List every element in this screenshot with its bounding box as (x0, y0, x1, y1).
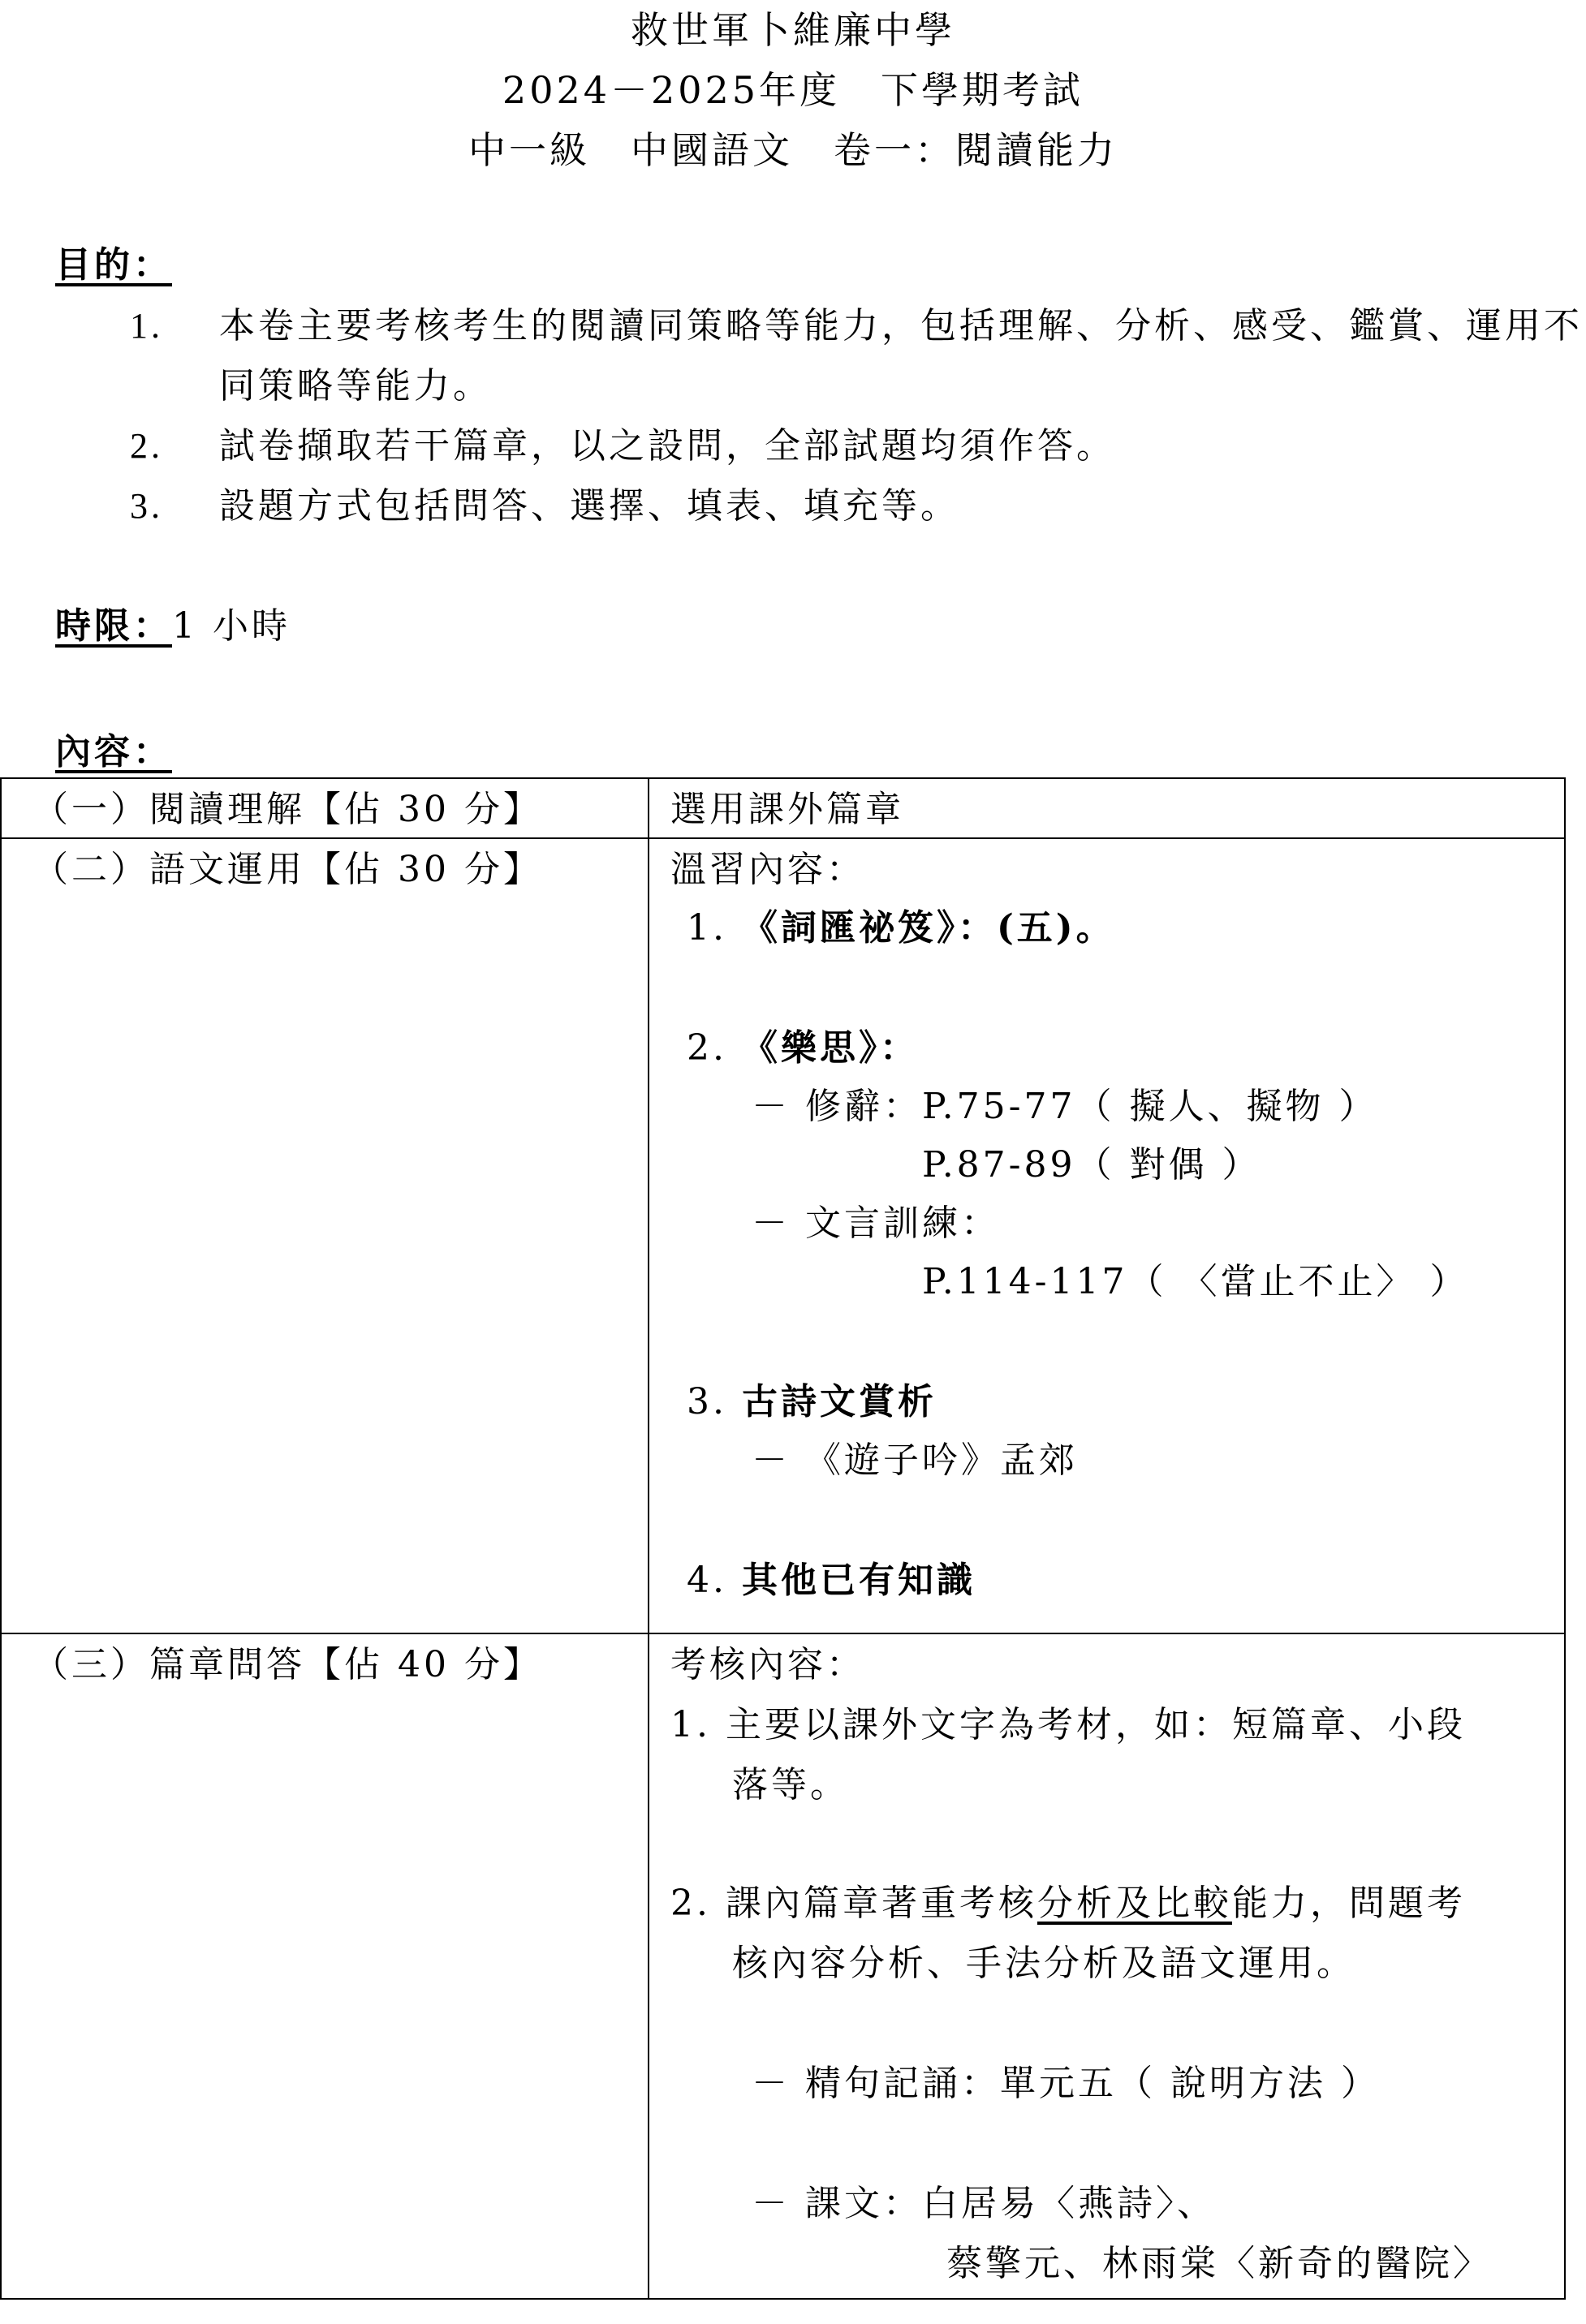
section-three-title: （三）篇章問答【佔 40 分】 (32, 1644, 542, 1685)
table-cell (1, 1633, 649, 2299)
exam-term: 2024－2025年度 下學期考試 (502, 68, 1084, 112)
content-label: 內容： (55, 731, 172, 773)
item-number: 2. (687, 1027, 727, 1069)
content-table (0, 777, 1566, 2300)
texts-line-2: 蔡擎元、林雨棠〈新奇的醫院〉 (946, 2243, 1492, 2284)
review-item-1 (670, 904, 1564, 953)
purpose-item-number: 1. (130, 306, 163, 346)
review-heading: 溫習內容： (670, 849, 865, 890)
item-title: 《樂思》： (741, 1027, 919, 1069)
purpose-item (130, 476, 1583, 536)
assess-item-2-pre: 2. 課內篇章著重考核 (670, 1883, 1037, 1924)
assess-item-2-post: 能力，問題考 (1231, 1883, 1466, 1924)
purpose-item (130, 296, 1583, 416)
purpose-item-number: 2. (130, 426, 163, 466)
purpose-item-text: 本卷主要考核考生的閱讀同策略等能力，包括理解、分析、感受、鑑賞、運用不同策略等能力。 (219, 305, 1583, 407)
section-three-content (649, 1634, 1564, 2288)
table-cell (649, 838, 1565, 1633)
time-limit-value: 1 小時 (172, 605, 291, 647)
item-number: 3. (687, 1381, 727, 1422)
purpose-list (130, 296, 1583, 536)
assess-item-2-cont: 核內容分析、手法分析及語文運用。 (732, 1943, 1355, 1984)
section-two-content (649, 839, 1564, 1605)
review-item-4 (670, 1556, 1564, 1605)
time-limit-label: 時限： (55, 605, 172, 647)
table-cell (649, 778, 1565, 838)
table-cell (1, 838, 649, 1633)
purpose-label: 目的： (55, 244, 172, 286)
review-item-2 (670, 1024, 1564, 1073)
section-one-desc: 選用課外篇章 (670, 789, 904, 830)
school-name: 救世軍卜維廉中學 (631, 8, 955, 52)
poem-line: － 《遊子吟》孟郊 (752, 1440, 1078, 1481)
review-item-3 (670, 1378, 1564, 1427)
assess-item-1-cont: 落等。 (732, 1764, 849, 1805)
rhetoric-line: － 修辭：P.75-77（ 擬人、擬物 ） (752, 1086, 1378, 1127)
table-row (1, 778, 1565, 838)
purpose-item-text: 試卷擷取若干篇章，以之設問，全部試題均須作答。 (219, 425, 1115, 467)
rhetoric-line-2: P.87-89（ 對偶 ） (922, 1144, 1261, 1186)
item-title: 古詩文賞析 (741, 1381, 937, 1422)
table-row (1, 1633, 1565, 2299)
table-cell (1, 778, 649, 838)
table-row (1, 838, 1565, 1633)
assess-item-1: 1. 主要以課外文字為考材，如：短篇章、小段 (670, 1704, 1466, 1745)
assess-item-2 (670, 1879, 1564, 1928)
item-detail: ：(五)。 (957, 907, 1115, 949)
purpose-item (130, 416, 1583, 476)
item-number: 4. (687, 1560, 727, 1601)
classical-line-2: P.114-117（ 〈當止不止〉 ） (922, 1261, 1469, 1302)
time-limit (55, 596, 291, 648)
item-title: 其他已有知識 (741, 1560, 976, 1601)
assess-heading: 考核內容： (670, 1644, 865, 1685)
classical-line: － 文言訓練： (752, 1203, 1000, 1244)
item-number: 1. (687, 907, 727, 949)
texts-line: － 課文：白居易〈燕詩〉、 (752, 2183, 1216, 2224)
exam-header (0, 0, 1586, 180)
section-one-title: （一）閱讀理解【佔 30 分】 (32, 789, 542, 830)
section-two-title: （二）語文運用【佔 30 分】 (32, 849, 542, 890)
recite-line: － 精句記誦：單元五（ 說明方法 ） (752, 2063, 1380, 2104)
paper-title: 中一級 中國語文 卷一：閱讀能力 (468, 128, 1118, 172)
purpose-item-number: 3. (130, 486, 163, 526)
table-cell (649, 1633, 1565, 2299)
item-title: 《詞匯祕笈》 (741, 907, 958, 949)
assess-item-2-underlined: 分析及比較 (1037, 1883, 1232, 1924)
purpose-item-text: 設題方式包括問答、選擇、填表、填充等。 (219, 485, 959, 527)
